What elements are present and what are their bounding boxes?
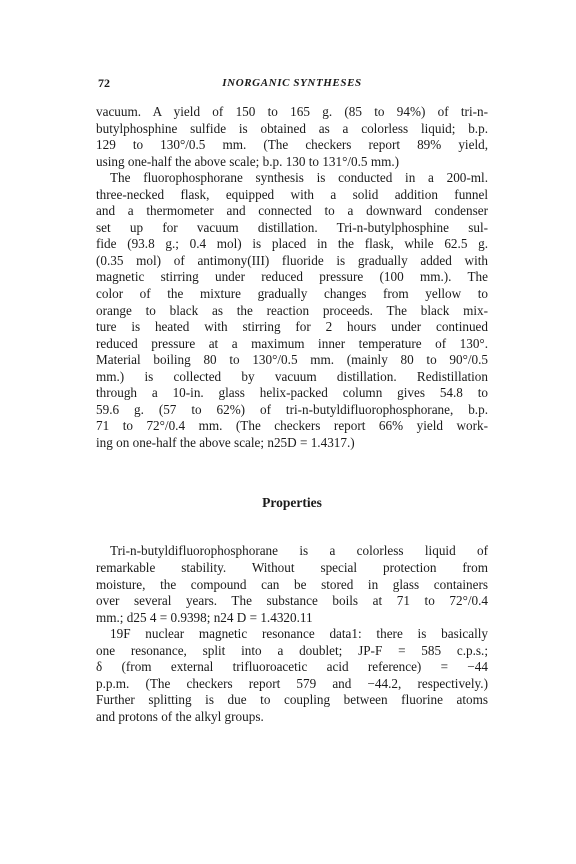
text-line: color of the mixture gradually changes from yellow to — [96, 286, 488, 302]
paragraph-1 — [96, 104, 488, 170]
text-line: mm.) is collected by vacuum distillation. Redistillation — [96, 368, 488, 384]
text-line: moisture, the compound can be stored in glass containers — [96, 576, 488, 592]
text-line: set up for vacuum distillation. Tri-n-butylphosphine sul- — [96, 219, 488, 235]
paragraph-4 — [96, 626, 488, 725]
text-line: vacuum. A yield of 150 to 165 g. (85 to 94%) of tri-n- — [96, 104, 488, 119]
text-line: The fluorophosphorane synthesis is conducted in a 200-ml. — [110, 170, 488, 186]
text-line: three-necked flask, equipped with a solid addition funnel — [96, 186, 488, 202]
text-line: over several years. The substance boils at 71 to 72°/0.4 — [96, 593, 488, 609]
text-line: magnetic stirring under reduced pressure (100 mm.). The — [96, 269, 488, 285]
page-number: 72 — [98, 76, 110, 90]
text-line: through a 10-in. glass helix-packed column gives 54.8 to — [96, 385, 488, 401]
text-line: butylphosphine sulfide is obtained as a colorless liquid; b.p. — [96, 120, 488, 136]
paragraph-3 — [96, 543, 488, 626]
text-line: orange to black as the reaction proceeds. The black mix- — [96, 302, 488, 318]
text-line: one resonance, split into a doublet; JP-F = 585 c.p.s.; — [96, 642, 488, 658]
text-line: Material boiling 80 to 130°/0.5 mm. (mainly 80 to 90°/0.5 — [96, 352, 488, 368]
text-line: 19F nuclear magnetic resonance data1: there is basically — [110, 626, 488, 642]
text-line: and protons of the alkyl groups. — [96, 708, 264, 724]
text-line: reduced pressure at a maximum inner temperature of 130°. — [96, 335, 488, 351]
text-line: ture is heated with stirring for 2 hours under continued — [96, 319, 488, 335]
section-heading: Properties — [262, 495, 322, 511]
body-text — [96, 104, 488, 726]
text-line: fide (93.8 g.; 0.4 mol) is placed in the flask, while 62.5 g. — [96, 236, 488, 252]
text-line: (0.35 mol) of antimony(III) fluoride is gradually added with — [96, 252, 488, 268]
text-line: δ (from external trifluoroacetic acid reference) = −44 — [96, 659, 488, 675]
paragraph-2 — [96, 170, 488, 451]
document-page — [96, 74, 488, 726]
text-line: ing on one-half the above scale; n25D = 1.4317.) — [96, 434, 355, 450]
text-line: 59.6 g. (57 to 62%) of tri-n-butyldifluorophosphorane, b.p. — [96, 401, 488, 417]
text-line: 129 to 130°/0.5 mm. (The checkers report 89% yield, — [96, 137, 488, 153]
text-line: Further splitting is due to coupling between fluorine atoms — [96, 692, 488, 708]
text-line: 71 to 72°/0.4 mm. (The checkers report 66% yield work- — [96, 418, 488, 434]
running-head — [96, 74, 488, 92]
text-line: p.p.m. (The checkers report 579 and −44.2, respectively.) — [96, 675, 488, 691]
text-line: using one-half the above scale; b.p. 130 to 131°/0.5 mm.) — [96, 153, 400, 169]
running-title: INORGANIC SYNTHESES — [222, 77, 362, 89]
text-line: mm.; d25 4 = 0.9398; n24 D = 1.4320.11 — [96, 609, 313, 625]
text-line: Tri-n-butyldifluorophosphorane is a colorless liquid of — [110, 543, 488, 559]
text-line: and a thermometer and connected to a downward condenser — [96, 203, 488, 219]
text-line: remarkable stability. Without special protection from — [96, 560, 488, 576]
